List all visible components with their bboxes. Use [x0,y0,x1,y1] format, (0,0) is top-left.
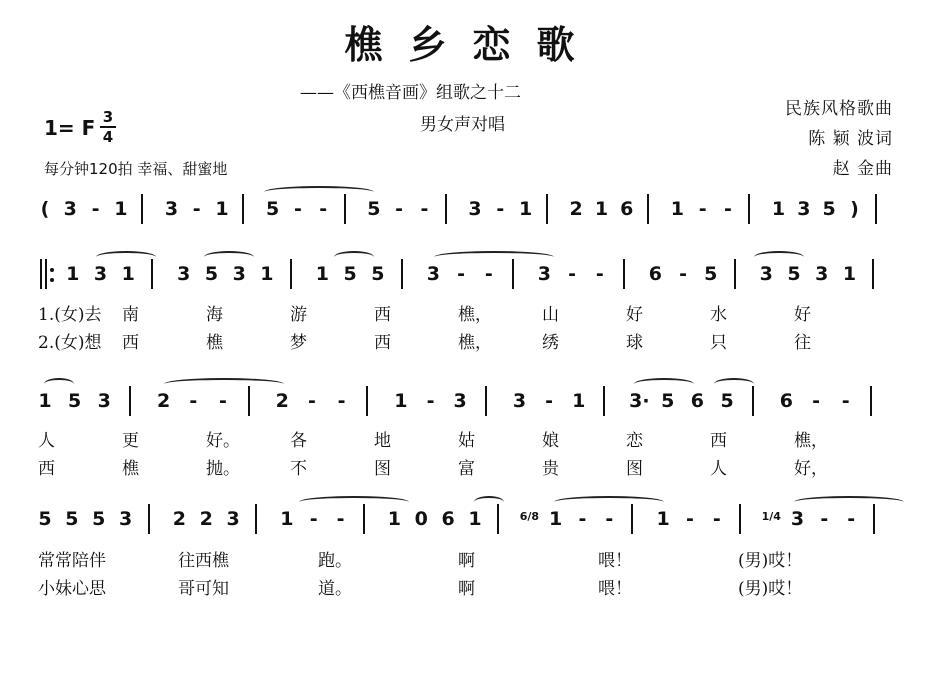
lyric-syllable: 跑。 [318,551,352,571]
note-extension: - [686,508,694,530]
lyrics-row-2-verse-1 [34,300,914,325]
note: 3 [97,390,111,412]
barline [485,386,487,416]
note: 3 [815,263,829,285]
note: 5 [343,263,357,285]
note: 3 [512,390,527,412]
time-top: 3 [102,108,114,126]
barline [546,194,548,224]
lyric-syllable: 水 [710,305,727,325]
lyric-syllable: 贵 [542,459,559,479]
note: 1 [394,390,408,412]
note-extension: - [337,390,346,412]
note: 1 [260,263,274,285]
lyric-syllable: 西 [38,459,55,479]
note: 5 [65,508,79,530]
slur [434,251,554,263]
lyric-syllable: 西 [374,333,391,353]
slur [714,378,754,390]
lyrics-row-3-verse-1 [34,426,914,451]
note: 1/4 [761,510,781,523]
lyric-syllable: 不 [290,459,307,479]
slur [264,186,374,198]
note: 3 [232,263,246,285]
note-extension: - [484,263,493,285]
note: 6/8 [519,510,540,523]
lyric-syllable: 图 [626,459,643,479]
note: 6 [620,198,634,220]
note-extension: - [698,198,707,220]
time-bottom: 4 [100,126,116,146]
note: 3 [453,390,467,412]
barline [748,194,750,224]
barline [870,386,872,416]
lyric-syllable: 山 [542,305,559,325]
note-extension: - [336,508,345,530]
barline [445,194,447,224]
lyric-syllable: 图 [374,459,391,479]
note-extension: - [218,390,227,412]
lyric-syllable: 喂！ [598,579,632,599]
note: 1 [594,198,609,220]
barline [290,259,292,289]
note: 5 [266,198,280,220]
note-extension: - [293,198,302,220]
note: 5 [367,198,381,220]
note: 6 [648,263,662,285]
barline [363,504,365,534]
lyric-syllable: 恋 [626,431,643,451]
note: 3 [119,508,133,530]
lyric-syllable: 娘 [542,431,559,451]
note-extension: - [841,390,850,412]
lyric-syllable: 人 [710,459,727,479]
slur [44,378,74,390]
tempo-marking: 每分钟120拍 幸福、甜蜜地 [44,160,228,178]
barline [40,259,42,289]
barline [151,259,153,289]
note-extension: - [847,508,856,530]
slur [754,251,804,263]
note: 5 [720,390,734,412]
lyric-syllable: 海 [206,305,223,325]
barline [623,259,625,289]
slur [299,496,409,508]
note: 3 [426,263,440,285]
barline [752,386,754,416]
note-extension: - [679,263,687,285]
lyric-syllable: 南 [122,305,139,325]
key-signature: 1= F [44,116,96,140]
slur [96,251,156,263]
note-extension: - [723,198,732,220]
barline [148,504,150,534]
lyric-syllable: 2.(女)想 [38,333,102,353]
barline [344,194,346,224]
note: 5 [38,508,52,530]
note-extension: - [189,390,198,412]
time-signature [100,108,116,146]
note: 1 [549,508,563,530]
barline [512,259,514,289]
lyric-syllable: 樵， [458,305,492,325]
note-extension: - [545,390,554,412]
note: 1 [66,263,80,285]
lyric-syllable: 各 [290,431,307,451]
note-extension: - [426,390,435,412]
lyric-syllable: 道。 [318,579,352,599]
style-credit: 民族风格歌曲 [785,99,893,119]
note: 5 [92,508,106,530]
note-extension: - [309,508,318,530]
repeat-barline [45,259,47,289]
note: 1 [842,263,857,285]
note: 1 [468,508,482,530]
note-extension: - [319,198,328,220]
lyric-syllable: 只 [710,333,727,353]
note: 3· [629,390,650,412]
lyric-syllable: 人 [38,431,55,451]
note: 5 [68,390,82,412]
note: 5 [204,263,219,285]
note-extension: - [496,198,505,220]
score-row-3 [34,382,914,422]
note: 1 [670,198,684,220]
barline [872,259,874,289]
barline [739,504,741,534]
note-extension: - [812,390,820,412]
lyric-syllable: 绣 [542,333,559,353]
lyric-syllable: 好， [794,459,828,479]
note: 1 [114,198,128,220]
barline [366,386,368,416]
note: 1 [518,198,533,220]
lyric-syllable: 地 [374,431,391,451]
lyric-syllable: 常常陪伴 [38,551,106,571]
note: ) [850,198,859,220]
barline [255,504,257,534]
lyric-syllable: 西 [374,305,391,325]
barline [647,194,649,224]
note: 3 [63,198,77,220]
note: 3 [797,198,811,220]
note: 2 [156,390,171,412]
note: 6 [441,508,455,530]
note: 5 [371,263,385,285]
barline [141,194,143,224]
slur [634,378,694,390]
note-extension: - [568,263,577,285]
lyric-syllable: 好。 [206,431,240,451]
note: 6 [779,390,793,412]
score-row-1 [34,190,914,230]
slur [554,496,664,508]
note: ( [40,198,50,220]
note-extension: - [192,198,201,220]
note-extension: - [595,263,604,285]
slur [334,251,374,263]
barline [631,504,633,534]
note: 3 [790,508,805,530]
note: 5 [704,263,718,285]
repeat-dot [50,278,54,282]
lyric-syllable: 好 [626,305,643,325]
lyrics-row-4-verse-1 [34,546,914,571]
lyric-syllable: 更 [122,431,139,451]
note-extension: - [712,508,721,530]
repeat-dot [50,268,54,272]
note: 1 [315,263,330,285]
note: 3 [468,198,482,220]
note-extension: - [457,263,466,285]
lyric-syllable: 往 [794,333,811,353]
lyric-syllable: 小妹心思 [38,579,106,599]
lyric-syllable: (男)哎！ [738,579,803,599]
note-extension: - [395,198,404,220]
lyricist-credit: 陈 颖 波词 [808,129,893,149]
note: 2 [199,508,213,530]
note: 5 [822,198,836,220]
score-row-4 [34,500,914,540]
note-extension: - [307,390,316,412]
note: 3 [93,263,108,285]
note: 3 [759,263,773,285]
note: 6 [690,390,705,412]
lyrics-row-2-verse-2 [34,328,914,353]
lyric-syllable: 梦 [290,333,307,353]
note: 1 [121,263,135,285]
lyric-syllable: 啊 [458,551,475,571]
note: 2 [569,198,583,220]
slur [794,496,904,508]
barline [242,194,244,224]
barline [497,504,499,534]
lyric-syllable: 哥可知 [178,579,229,599]
note: 1 [215,198,229,220]
barline [873,504,875,534]
note-extension: - [820,508,829,530]
song-title: 樵乡恋歌 [344,22,601,67]
lyric-syllable: 抛。 [206,459,240,479]
barline [129,386,131,416]
note: 3 [226,508,240,530]
note: 2 [172,508,186,530]
note: 2 [275,390,289,412]
score-row-2 [34,255,914,295]
barline [603,386,605,416]
lyrics-row-3-verse-2 [34,454,914,479]
note: 3 [177,263,191,285]
note-extension: - [605,508,614,530]
song-subtitle: ——《西樵音画》组歌之十二 [300,83,521,103]
note: 3 [164,198,179,220]
note-extension: - [91,198,100,220]
note: 5 [661,390,675,412]
lyric-syllable: 樵 [206,333,223,353]
note: 1 [656,508,670,530]
lyrics-row-4-verse-2 [34,574,914,599]
note: 5 [787,263,801,285]
lyric-syllable: 樵， [794,431,828,451]
barline [734,259,736,289]
lyric-syllable: 往西樵 [178,551,229,571]
note: 1 [387,508,401,530]
lyric-syllable: 球 [626,333,643,353]
slur [204,251,254,263]
lyric-syllable: 西 [122,333,139,353]
note-extension: - [578,508,587,530]
lyric-syllable: 啊 [458,579,475,599]
note-extension: - [420,198,429,220]
lyric-syllable: 樵， [458,333,492,353]
note: 3 [537,263,551,285]
lyric-syllable: 樵 [122,459,139,479]
lyric-syllable: 姑 [458,431,475,451]
barline [401,259,403,289]
note: 0 [414,508,428,530]
composer-credit: 赵 金曲 [832,159,893,179]
lyric-syllable: (男)哎！ [738,551,803,571]
lyric-syllable: 1.(女)去 [38,305,102,325]
lyric-syllable: 好 [794,305,811,325]
note: 1 [38,390,52,412]
lyric-syllable: 西 [710,431,727,451]
performance-note: 男女声对唱 [420,115,505,135]
slur [474,496,504,508]
lyric-syllable: 游 [290,305,307,325]
lyric-syllable: 喂！ [598,551,632,571]
barline [875,194,877,224]
note: 1 [771,198,786,220]
note: 1 [280,508,294,530]
note: 1 [572,390,586,412]
lyric-syllable: 富 [458,459,475,479]
slur [164,378,284,390]
barline [248,386,250,416]
